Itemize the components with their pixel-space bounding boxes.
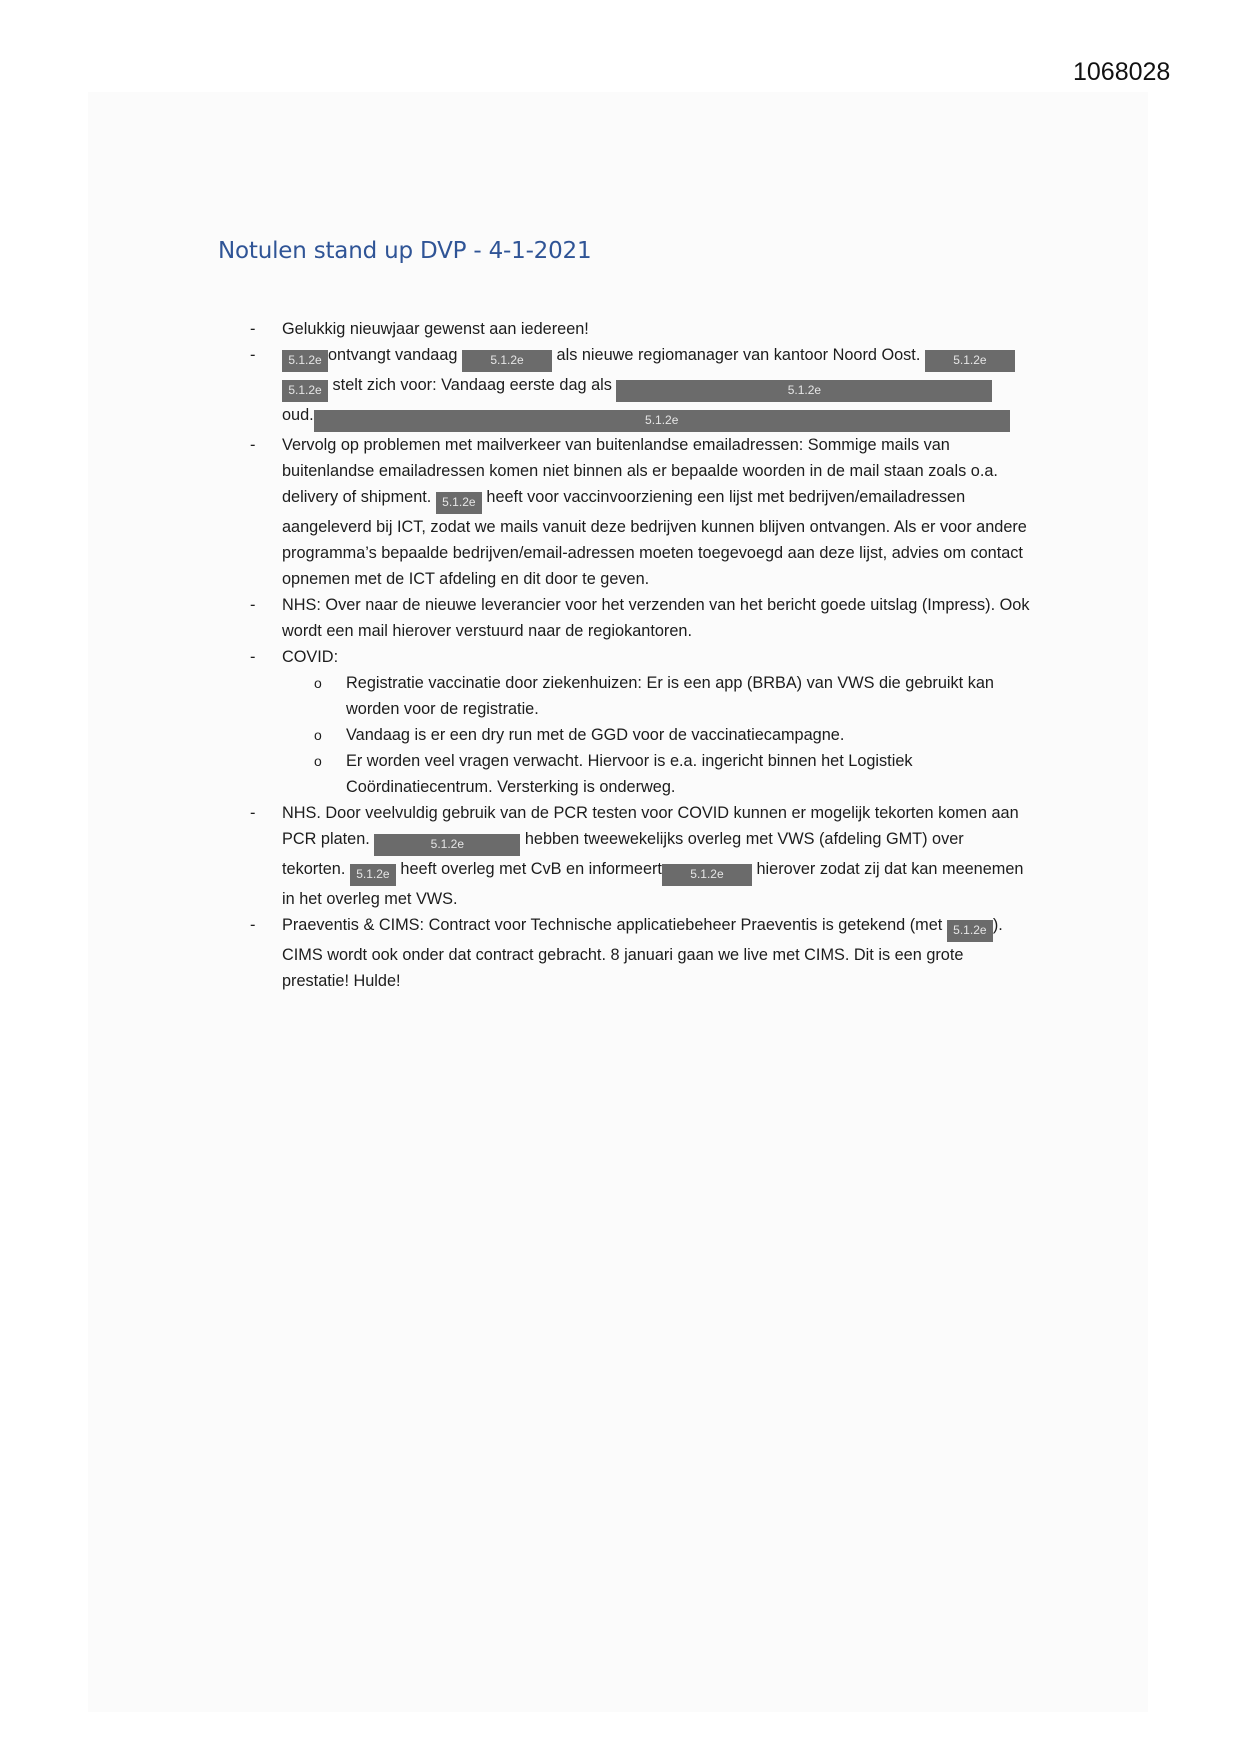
sub-list xyxy=(282,670,1030,800)
list-item: - NHS: Over naar de nieuwe leverancier voor het verzenden van het bericht goede uitslag (Impress). Ook wordt een mail hierover verstuurd naar de regiokantoren. xyxy=(250,592,1030,644)
redaction-block: 5.1.2e xyxy=(314,410,1010,432)
redaction-block: 5.1.2e xyxy=(947,920,993,942)
redaction-block: 5.1.2e xyxy=(662,864,752,886)
redaction-block: 5.1.2e xyxy=(282,350,328,372)
list-item: - COVID: o Registratie vaccinatie door ziekenhuizen: Er is een app (BRBA) van VWS die gebruikt kan worden voor de registratie. o Vandaag is er een dry run met de GGD voor de vaccinatiecampagne. o Er worden veel vragen verwacht. Hiervoor is e.a. ingericht binnen het Logistiek Coördinatiecentrum. Versterking is onderweg. xyxy=(250,644,1030,800)
sub-list-item: o Vandaag is er een dry run met de GGD voor de vaccinatiecampagne. xyxy=(282,722,1030,748)
redaction-block: 5.1.2e xyxy=(374,834,520,856)
list-item: - Praeventis & CIMS: Contract voor Technische applicatiebeheer Praeventis is getekend (met 5.1.2e ). CIMS wordt ook onder dat contract gebracht. 8 januari gaan we live met CIMS. Dit is een grote prestatie! Hulde! xyxy=(250,912,1030,994)
list-item: - NHS. Door veelvuldig gebruik van de PCR testen voor COVID kunnen er mogelijk tekorten komen aan PCR platen. 5.1.2e hebben tweewekelijks overleg met VWS (afdeling GMT) over tekorten. 5.1.2e heeft overleg met CvB en informeert 5.1.2e hierover zodat zij dat kan meenemen in het overleg met VWS. xyxy=(250,800,1030,912)
redaction-block: 5.1.2e xyxy=(436,492,482,514)
document-id: 1068028 xyxy=(1073,58,1171,86)
document-title: Notulen stand up DVP - 4-1-2021 xyxy=(218,238,592,264)
redaction-block: 5.1.2e xyxy=(350,864,396,886)
redaction-block: 5.1.2e xyxy=(925,350,1015,372)
list-item: - Vervolg op problemen met mailverkeer van buitenlandse emailadressen: Sommige mails van buitenlandse emailadressen komen niet binnen als er bepaalde woorden in de mail staan zoals o.a. delivery of shipment. 5.1.2e heeft voor vaccinvoorziening een lijst met bedrijven/emailadressen aangeleverd bij ICT, zodat we mails vanuit deze bedrijven kunnen blijven ontvangen. Als er voor andere programma’s bepaalde bedrijven/email-adressen moeten toegevoegd aan deze lijst, advies om contact opnemen met de ICT afdeling en dit door te geven. xyxy=(250,432,1030,592)
sub-list-item: o Registratie vaccinatie door ziekenhuizen: Er is een app (BRBA) van VWS die gebruikt kan worden voor de registratie. xyxy=(282,670,1030,722)
minutes-content xyxy=(250,316,1030,994)
redaction-block: 5.1.2e xyxy=(616,380,992,402)
list-item: - Gelukkig nieuwjaar gewenst aan iedereen! xyxy=(250,316,1030,342)
minutes-list xyxy=(250,316,1030,994)
sub-list-item: o Er worden veel vragen verwacht. Hiervoor is e.a. ingericht binnen het Logistiek Coördinatiecentrum. Versterking is onderweg. xyxy=(282,748,1030,800)
list-item: - 5.1.2e ontvangt vandaag 5.1.2e als nieuwe regiomanager van kantoor Noord Oost. 5.1.2e 5.1.2e stelt zich voor: Vandaag eerste dag als 5.1.2e oud. 5.1.2e xyxy=(250,342,1030,432)
redaction-block: 5.1.2e xyxy=(282,380,328,402)
redaction-block: 5.1.2e xyxy=(462,350,552,372)
